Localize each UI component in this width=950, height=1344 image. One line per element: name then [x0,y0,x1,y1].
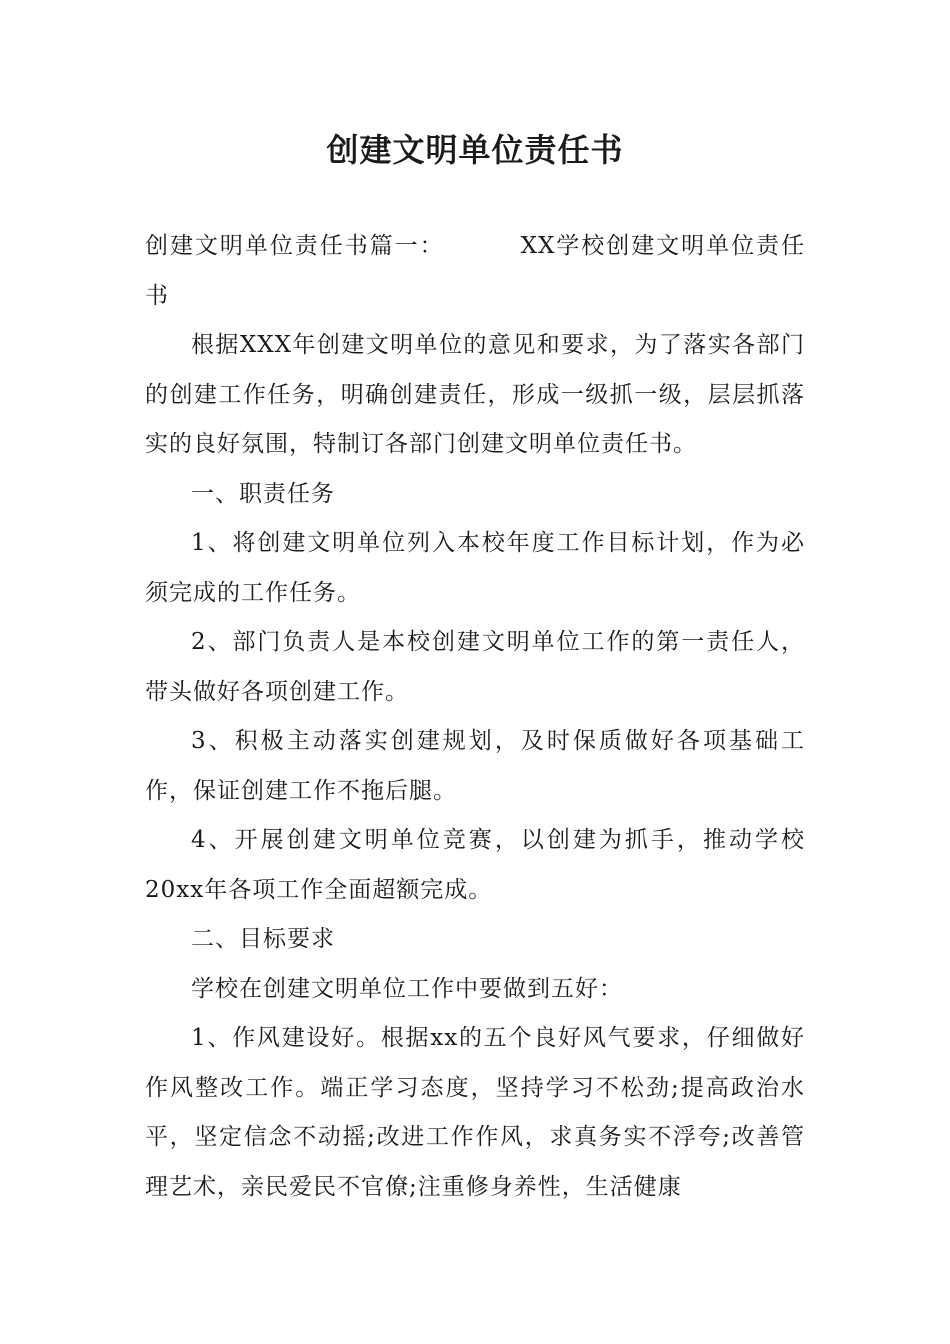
paragraph-goal-1: 1、作风建设好。根据xx的五个良好风气要求，仔细做好作风整改工作。端正学习态度，坚持学习不松劲;提高政治水平，坚定信念不动摇;改进工作作风，求真务实不浮夸;改善管理艺术，亲民爱民不官僚;注重修身养性，生活健康 [145,1025,805,1200]
section-heading-duties: 一、职责任务 [191,480,335,507]
paragraph-duty-3: 3、积极主动落实创建规划，及时保质做好各项基础工作，保证创建工作不拖后腿。 [145,728,805,804]
paragraph-duty-4: 4、开展创建文明单位竞赛，以创建为抓手，推动学校20xx年各项工作全面超额完成。 [145,827,805,903]
subtitle-right: XX学校创建文明单位责任书 [145,233,806,309]
paragraph-goals-intro: 学校在创建文明单位工作中要做到五好： [191,975,623,1002]
paragraph-intro: 根据XXX年创建文明单位的意见和要求，为了落实各部门的创建工作任务，明确创建责任，形成一级抓一级，层层抓落实的良好氛围，特制订各部门创建文明单位责任书。 [145,332,805,457]
document-subtitle [145,222,805,321]
paragraph-duty-2: 2、部门负责人是本校创建文明单位工作的第一责任人，带头做好各项创建工作。 [145,629,805,705]
paragraph-duty-1: 1、将创建文明单位列入本校年度工作目标计划，作为必须完成的工作任务。 [145,530,805,606]
document-title: 创建文明单位责任书 [326,131,624,169]
section-heading-goals: 二、目标要求 [191,926,335,952]
document-body [145,222,805,1212]
subtitle-left: 创建文明单位责任书篇一： [145,233,445,259]
